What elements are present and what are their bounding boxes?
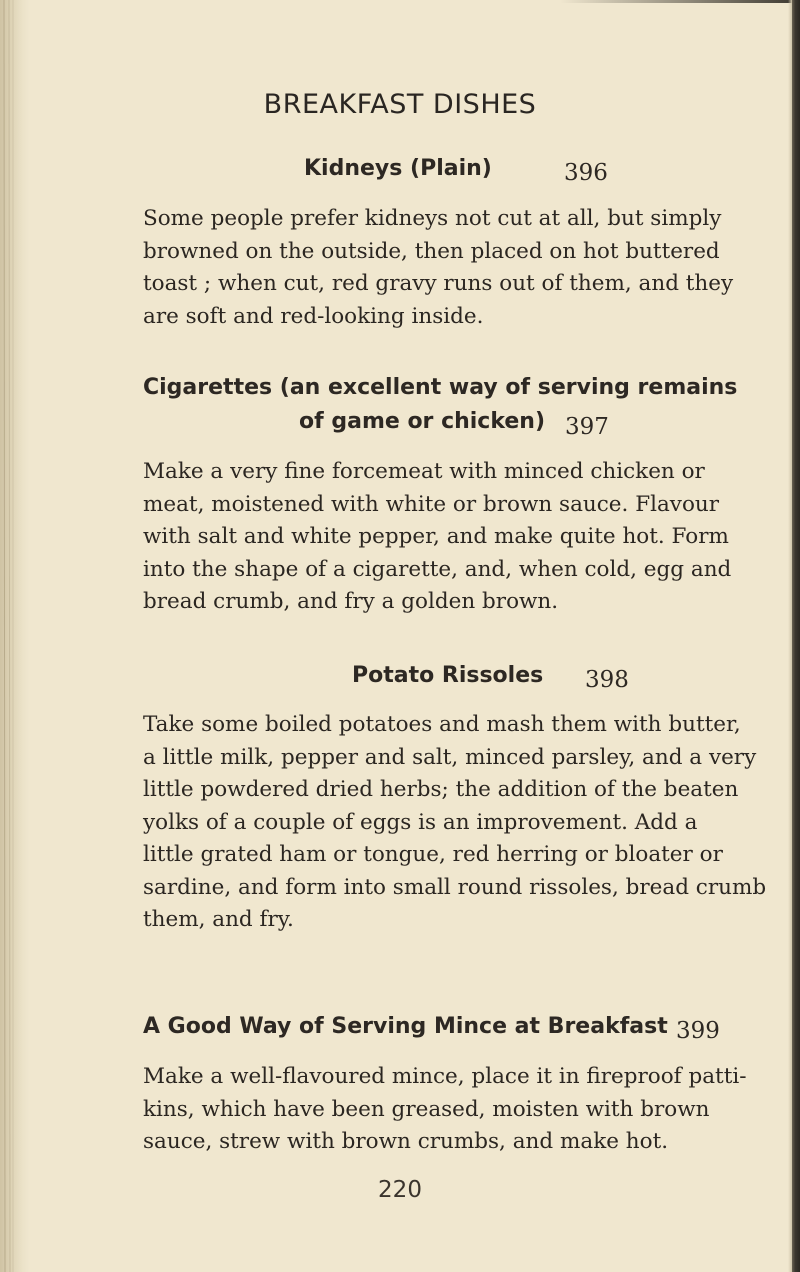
text-line: little grated ham or tongue, red herring or bloater or <box>143 842 723 867</box>
top-edge-shadow <box>560 0 800 3</box>
recipe-body-396 <box>143 203 763 333</box>
recipe-number-399: 399 <box>676 1018 720 1044</box>
recipe-title-397-line1: Cigarettes (an excellent way of serving remains <box>143 375 738 400</box>
text-line: bread crumb, and fry a golden brown. <box>143 589 559 614</box>
recipe-number-396: 396 <box>564 160 608 186</box>
text-line: with salt and white pepper, and make quite hot. Form <box>143 524 729 549</box>
gutter-binding-lines <box>0 0 20 1272</box>
text-line: meat, moistened with white or brown sauce. Flavour <box>143 491 720 517</box>
text-line: Make a well-flavoured mince, place it in fireproof patti- <box>143 1064 747 1089</box>
recipe-title-398: Potato Rissoles <box>352 663 544 688</box>
running-head: BREAKFAST DISHES <box>263 89 537 120</box>
text-line: Make a very fine forcemeat with minced chicken or <box>143 459 705 484</box>
page-number: 220 <box>378 1177 422 1203</box>
recipe-number-397: 397 <box>565 414 609 440</box>
recipe-title-396: Kidneys (Plain) <box>304 156 492 181</box>
text-line: sauce, strew with brown crumbs, and make hot. <box>143 1129 669 1154</box>
recipe-title-397-line2: of game or chicken) <box>299 409 546 434</box>
recipe-title-399: A Good Way of Serving Mince at Breakfast <box>143 1014 668 1039</box>
recipe-body-397 <box>143 456 763 619</box>
recipe-number-398: 398 <box>585 667 629 693</box>
text-line: browned on the outside, then placed on hot buttered <box>143 238 720 264</box>
right-page-edge <box>792 0 800 1272</box>
text-line: kins, which have been greased, moisten with brown <box>143 1096 710 1122</box>
text-line: Some people prefer kidneys not cut at all, but simply <box>143 206 722 231</box>
text-line: are soft and red-looking inside. <box>143 303 484 329</box>
text-line: yolks of a couple of eggs is an improvement. Add a <box>143 809 698 835</box>
text-line: a little milk, pepper and salt, minced parsley, and a very <box>143 744 757 770</box>
recipe-body-399 <box>143 1061 763 1159</box>
text-line: Take some boiled potatoes and mash them with butter, <box>143 712 741 737</box>
text-line: toast ; when cut, red gravy runs out of them, and they <box>143 271 734 296</box>
recipe-body-398 <box>143 709 767 937</box>
text-line: into the shape of a cigarette, and, when cold, egg and <box>143 556 732 582</box>
text-line: them, and fry. <box>143 907 294 932</box>
text-line: sardine, and form into small round rissoles, bread crumb <box>143 874 767 900</box>
text-line: little powdered dried herbs; the addition of the beaten <box>143 777 739 802</box>
